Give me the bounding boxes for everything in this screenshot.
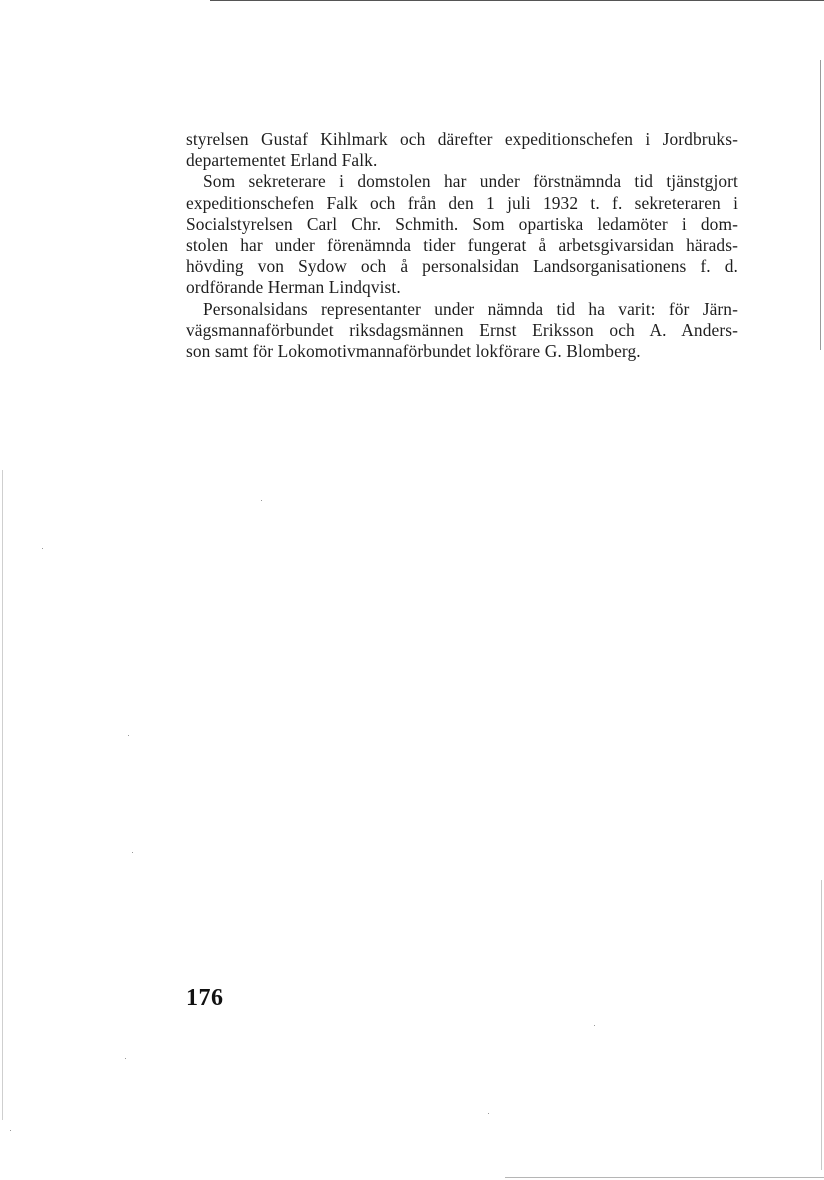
scan-speck	[132, 852, 133, 853]
page-number: 176	[186, 985, 224, 1011]
scan-speck	[128, 735, 129, 736]
scan-edge-bottom	[505, 1177, 824, 1178]
scan-edge-right	[820, 60, 821, 350]
text-line: expeditionschefen Falk och från den 1 juli 1932 t. f. sekreteraren i	[186, 192, 738, 213]
text-line: Socialstyrelsen Carl Chr. Schmith. Som opartiska ledamöter i dom-	[186, 213, 738, 234]
text-line: vägsmannaförbundet riksdagsmännen Ernst Eriksson och A. Anders-	[186, 319, 738, 340]
text-line: styrelsen Gustaf Kihlmark och därefter expeditionschefen i Jordbruks-	[186, 129, 738, 149]
scan-speck	[42, 548, 43, 549]
scan-edge-left	[2, 470, 3, 1120]
scan-speck	[10, 1130, 11, 1131]
scan-edge-right-lower	[821, 880, 822, 1170]
scan-speck	[594, 1025, 595, 1026]
text-line: Personalsidans representanter under nämnda tid ha varit: för Järn-	[203, 298, 738, 319]
text-line: ordförande Herman Lindqvist.	[186, 277, 401, 298]
scan-speck	[488, 1113, 489, 1114]
text-line: stolen har under förenämnda tider fungerat å arbetsgivarsidan härads-	[186, 235, 738, 256]
text-line: departementet Erland Falk.	[186, 150, 378, 171]
text-line: Som sekreterare i domstolen har under förstnämnda tid tjänstgjort	[203, 171, 738, 192]
scan-edge-top	[210, 0, 824, 1]
text-line: son samt för Lokomotivmannaförbundet lokförare G. Blomberg.	[186, 341, 641, 362]
body-text	[186, 129, 738, 362]
scan-speck	[125, 1058, 126, 1059]
text-line: hövding von Sydow och å personalsidan Landsorganisationens f. d.	[186, 256, 738, 277]
scan-speck	[261, 500, 262, 501]
